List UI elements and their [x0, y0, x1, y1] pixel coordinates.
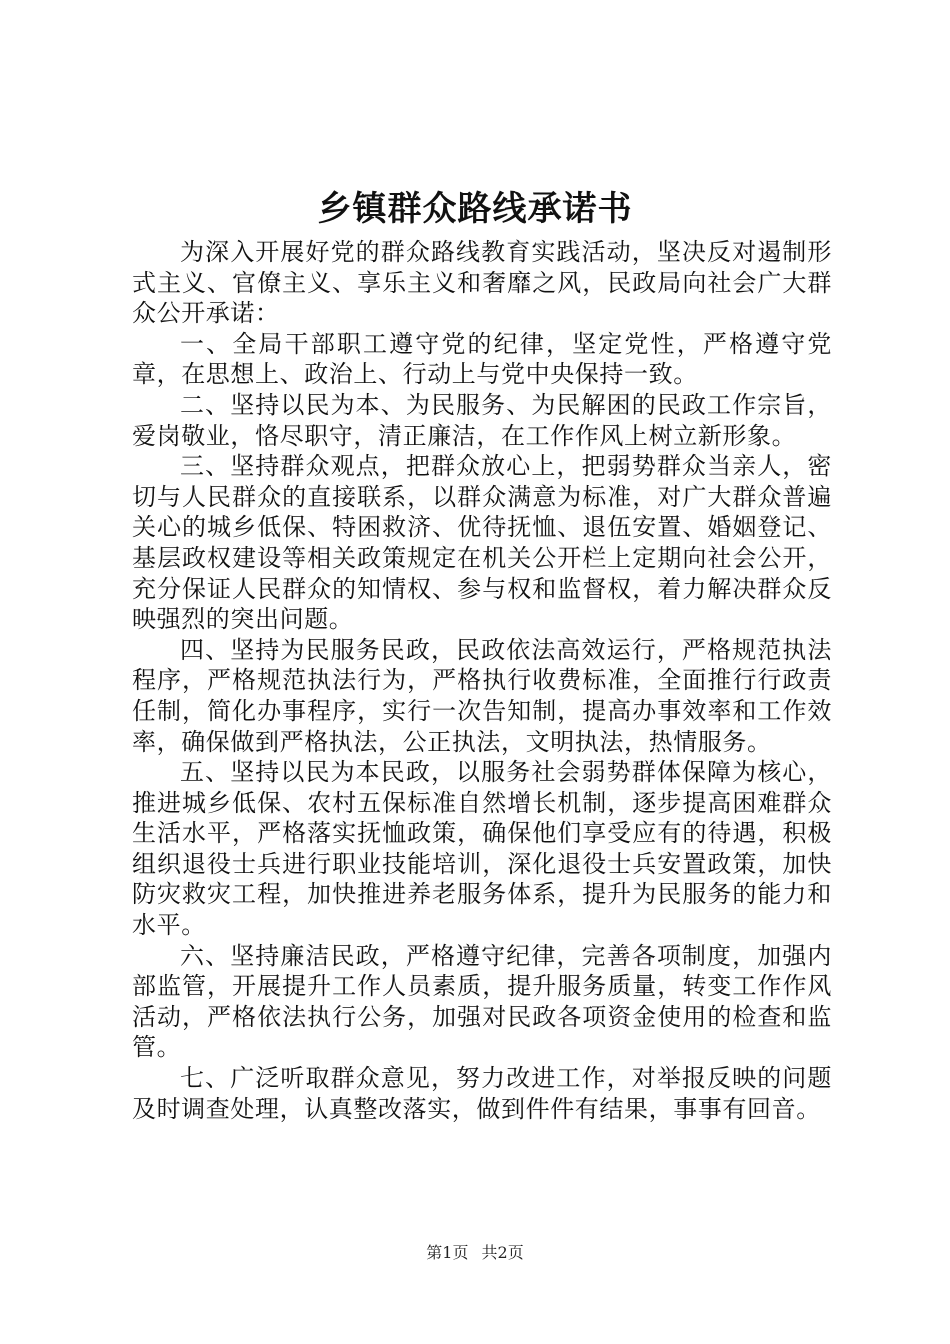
commitment-paragraph-7: 七、广泛听取群众意见，努力改进工作，对举报反映的问题及时调查处理，认真整改落实，做到件件有结果，事事有回音。: [132, 1064, 832, 1123]
commitment-paragraph-6: 六、坚持廉洁民政，严格遵守纪律，完善各项制度，加强内部监管，开展提升工作人员素质，提升服务质量，转变工作作风活动，严格依法执行公务，加强对民政各项资金使用的检查和监管。: [132, 941, 832, 1062]
commitment-paragraph-3: 三、坚持群众观点，把群众放心上，把弱势群众当亲人，密切与人民群众的直接联系，以群众满意为标准，对广大群众普遍关心的城乡低保、特困救济、优待抚恤、退伍安置、婚姻登记、基层政权建设等相关政策规定在机关公开栏上定期向社会公开，充分保证人民群众的知情权、参与权和监督权，着力解决群众反映强烈的突出问题。: [132, 452, 832, 634]
page-number-total: 共2页: [481, 1243, 524, 1262]
commitment-paragraph-5: 五、坚持以民为本民政，以服务社会弱势群体保障为核心，推进城乡低保、农村五保标准自然增长机制，逐步提高困难群众生活水平，严格落实抚恤政策，确保他们享受应有的待遇，积极组织退役士兵进行职业技能培训，深化退役士兵安置政策，加快防灾救灾工程，加快推进养老服务体系，提升为民服务的能力和水平。: [132, 758, 832, 940]
commitment-paragraph-2: 二、坚持以民为本、为民服务、为民解困的民政工作宗旨，爱岗敬业，恪尽职守，清正廉洁，在工作作风上树立新形象。: [132, 390, 832, 450]
page-footer: [0, 1242, 950, 1264]
page-number-current: 第1页: [426, 1243, 469, 1262]
commitment-paragraph-1: 一、全局干部职工遵守党的纪律，坚定党性，严格遵守党章，在思想上、政治上、行动上与党中央保持一致。: [132, 329, 832, 389]
document-body: [132, 237, 832, 1124]
document-title: 乡镇群众路线承诺书: [317, 189, 633, 229]
commitment-paragraph-4: 四、坚持为民服务民政，民政依法高效运行，严格规范执法程序，严格规范执法行为，严格执行收费标准，全面推行行政责任制，简化办事程序，实行一次告知制，提高办事效率和工作效率，确保做到严格执法，公正执法，文明执法，热情服务。: [132, 635, 832, 756]
intro-paragraph: 为深入开展好党的群众路线教育实践活动，坚决反对遏制形式主义、官僚主义、享乐主义和奢靡之风，民政局向社会广大群众公开承诺：: [132, 238, 832, 328]
